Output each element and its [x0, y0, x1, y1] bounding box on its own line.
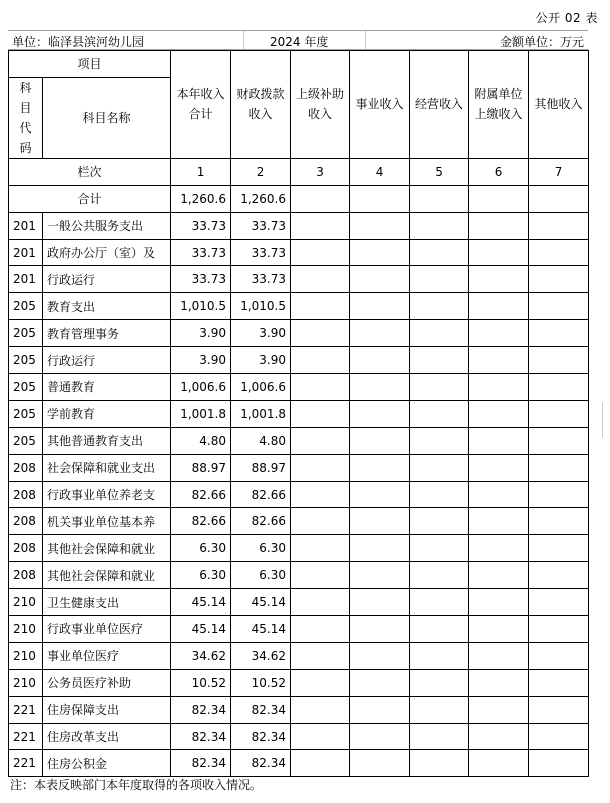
row-code: 210 — [9, 616, 43, 643]
header-col-1: 本年收入合计 — [171, 51, 231, 159]
row-name: 一般公共服务支出 — [43, 212, 171, 239]
row-col-2: 82.34 — [231, 696, 291, 723]
total-label: 合计 — [9, 185, 171, 212]
row-code: 205 — [9, 374, 43, 401]
row-code: 201 — [9, 266, 43, 293]
row-name: 机关事业单位基本养 — [43, 508, 171, 535]
empty-cell — [410, 535, 469, 562]
col-number: 7 — [529, 158, 589, 185]
empty-cell — [469, 669, 529, 696]
row-col-2: 6.30 — [231, 535, 291, 562]
row-name: 住房改革支出 — [43, 723, 171, 750]
row-code: 208 — [9, 535, 43, 562]
row-col-2: 1,001.8 — [231, 400, 291, 427]
row-col-2: 3.90 — [231, 320, 291, 347]
empty-cell — [291, 400, 350, 427]
empty-cell — [350, 696, 410, 723]
empty-cell — [410, 454, 469, 481]
header-code-char: 码 — [19, 140, 32, 155]
empty-cell — [469, 239, 529, 266]
empty-cell — [350, 347, 410, 374]
row-name: 行政事业单位养老支 — [43, 481, 171, 508]
row-col-2: 3.90 — [231, 347, 291, 374]
empty-cell — [350, 427, 410, 454]
row-code: 205 — [9, 427, 43, 454]
row-name: 住房公积金 — [43, 750, 171, 777]
row-col-2: 82.66 — [231, 481, 291, 508]
table-row — [9, 616, 589, 643]
empty-cell — [410, 212, 469, 239]
row-name: 行政运行 — [43, 266, 171, 293]
row-col-1: 1,006.6 — [171, 374, 231, 401]
empty-cell — [291, 212, 350, 239]
empty-cell — [529, 642, 589, 669]
empty-cell — [469, 696, 529, 723]
empty-cell — [291, 723, 350, 750]
row-code: 210 — [9, 669, 43, 696]
row-col-1: 82.66 — [171, 508, 231, 535]
row-col-2: 1,006.6 — [231, 374, 291, 401]
empty-cell — [350, 616, 410, 643]
empty-cell — [469, 562, 529, 589]
empty-cell — [529, 293, 589, 320]
empty-cell — [291, 535, 350, 562]
table-row — [9, 723, 589, 750]
empty-cell — [469, 347, 529, 374]
year-label: 2024 年度 — [270, 35, 329, 49]
empty-cell — [469, 750, 529, 777]
table-note: 注：本表反映部门本年度取得的各项收入情况。 — [10, 778, 263, 792]
empty-cell — [410, 427, 469, 454]
empty-cell — [469, 642, 529, 669]
row-col-1: 1,001.8 — [171, 400, 231, 427]
row-col-2: 1,010.5 — [231, 293, 291, 320]
header-code — [9, 77, 43, 158]
empty-cell — [410, 508, 469, 535]
empty-cell — [350, 374, 410, 401]
col-number: 4 — [350, 158, 410, 185]
empty-cell — [410, 320, 469, 347]
row-code: 221 — [9, 696, 43, 723]
row-code: 201 — [9, 212, 43, 239]
empty-cell — [529, 750, 589, 777]
row-col-1: 82.34 — [171, 723, 231, 750]
header-code-char: 代 — [19, 120, 32, 135]
header-col-5: 经营收入 — [410, 51, 469, 159]
header-name: 科目名称 — [43, 77, 171, 158]
row-col-1: 45.14 — [171, 589, 231, 616]
empty-cell — [410, 750, 469, 777]
empty-cell — [410, 696, 469, 723]
empty-cell — [291, 454, 350, 481]
empty-cell — [350, 642, 410, 669]
table-row — [9, 535, 589, 562]
empty-cell — [350, 185, 410, 212]
row-code: 205 — [9, 320, 43, 347]
header-col-4: 事业收入 — [350, 51, 410, 159]
form-number: 公开 02 表 — [535, 11, 598, 25]
empty-cell — [410, 481, 469, 508]
table-row — [9, 212, 589, 239]
table-row — [9, 481, 589, 508]
row-name: 事业单位医疗 — [43, 642, 171, 669]
row-name: 政府办公厅（室）及 — [43, 239, 171, 266]
row-code: 221 — [9, 750, 43, 777]
empty-cell — [291, 347, 350, 374]
row-code: 208 — [9, 508, 43, 535]
row-col-1: 33.73 — [171, 212, 231, 239]
empty-cell — [350, 320, 410, 347]
col-number: 6 — [469, 158, 529, 185]
row-name: 其他社会保障和就业 — [43, 535, 171, 562]
row-code: 221 — [9, 723, 43, 750]
table-row — [9, 642, 589, 669]
empty-cell — [529, 400, 589, 427]
empty-cell — [410, 293, 469, 320]
empty-cell — [291, 669, 350, 696]
empty-cell — [410, 723, 469, 750]
row-name: 其他普通教育支出 — [43, 427, 171, 454]
row-col-2: 4.80 — [231, 427, 291, 454]
col-number: 3 — [291, 158, 350, 185]
empty-cell — [350, 589, 410, 616]
empty-cell — [350, 239, 410, 266]
row-code: 210 — [9, 642, 43, 669]
empty-cell — [469, 723, 529, 750]
empty-cell — [350, 293, 410, 320]
row-name: 行政运行 — [43, 347, 171, 374]
row-col-1: 10.52 — [171, 669, 231, 696]
row-col-1: 1,010.5 — [171, 293, 231, 320]
empty-cell — [529, 374, 589, 401]
row-col-2: 33.73 — [231, 239, 291, 266]
empty-cell — [291, 508, 350, 535]
empty-cell — [529, 266, 589, 293]
table-row — [9, 669, 589, 696]
empty-cell — [350, 508, 410, 535]
col-number: 2 — [231, 158, 291, 185]
empty-cell — [410, 266, 469, 293]
empty-cell — [350, 669, 410, 696]
empty-cell — [469, 481, 529, 508]
empty-cell — [529, 212, 589, 239]
meta-bar — [8, 30, 588, 50]
row-col-2: 88.97 — [231, 454, 291, 481]
row-code: 205 — [9, 293, 43, 320]
empty-cell — [529, 508, 589, 535]
empty-cell — [291, 696, 350, 723]
empty-cell — [469, 454, 529, 481]
meta-divider — [243, 31, 244, 49]
row-col-2: 82.66 — [231, 508, 291, 535]
empty-cell — [529, 616, 589, 643]
income-table — [8, 50, 589, 777]
empty-cell — [469, 535, 529, 562]
row-code: 205 — [9, 400, 43, 427]
row-name: 教育支出 — [43, 293, 171, 320]
row-col-1: 6.30 — [171, 562, 231, 589]
table-row — [9, 266, 589, 293]
col-number-label: 栏次 — [9, 158, 171, 185]
row-name: 普通教育 — [43, 374, 171, 401]
empty-cell — [291, 750, 350, 777]
row-code: 201 — [9, 239, 43, 266]
row-name: 社会保障和就业支出 — [43, 454, 171, 481]
empty-cell — [410, 562, 469, 589]
empty-cell — [350, 212, 410, 239]
empty-cell — [529, 239, 589, 266]
row-col-1: 3.90 — [171, 347, 231, 374]
row-name: 卫生健康支出 — [43, 589, 171, 616]
empty-cell — [410, 589, 469, 616]
table-row — [9, 293, 589, 320]
empty-cell — [350, 481, 410, 508]
row-code: 208 — [9, 454, 43, 481]
empty-cell — [291, 239, 350, 266]
empty-cell — [410, 400, 469, 427]
header-col-6: 附属单位上缴收入 — [469, 51, 529, 159]
table-row — [9, 750, 589, 777]
empty-cell — [469, 508, 529, 535]
empty-cell — [469, 616, 529, 643]
empty-cell — [410, 616, 469, 643]
table-row — [9, 347, 589, 374]
empty-cell — [529, 481, 589, 508]
row-col-2: 45.14 — [231, 589, 291, 616]
table-row — [9, 239, 589, 266]
empty-cell — [529, 589, 589, 616]
empty-cell — [410, 374, 469, 401]
row-name: 公务员医疗补助 — [43, 669, 171, 696]
meta-divider — [365, 31, 366, 49]
empty-cell — [350, 266, 410, 293]
empty-cell — [350, 750, 410, 777]
row-col-2: 34.62 — [231, 642, 291, 669]
empty-cell — [529, 427, 589, 454]
empty-cell — [469, 320, 529, 347]
empty-cell — [529, 669, 589, 696]
empty-cell — [529, 347, 589, 374]
empty-cell — [350, 535, 410, 562]
empty-cell — [469, 427, 529, 454]
row-col-2: 6.30 — [231, 562, 291, 589]
empty-cell — [410, 239, 469, 266]
row-col-2: 45.14 — [231, 616, 291, 643]
table-row — [9, 374, 589, 401]
row-col-1: 82.34 — [171, 750, 231, 777]
table-row — [9, 427, 589, 454]
empty-cell — [291, 293, 350, 320]
empty-cell — [469, 400, 529, 427]
empty-cell — [529, 185, 589, 212]
header-item: 项目 — [9, 51, 171, 78]
row-col-1: 34.62 — [171, 642, 231, 669]
header-code-char: 目 — [19, 100, 32, 115]
empty-cell — [410, 185, 469, 212]
row-col-1: 6.30 — [171, 535, 231, 562]
empty-cell — [291, 266, 350, 293]
empty-cell — [410, 669, 469, 696]
table-row — [9, 400, 589, 427]
total-col-1: 1,260.6 — [171, 185, 231, 212]
row-name: 其他社会保障和就业 — [43, 562, 171, 589]
empty-cell — [291, 481, 350, 508]
row-col-1: 45.14 — [171, 616, 231, 643]
empty-cell — [410, 642, 469, 669]
total-row — [9, 185, 589, 212]
row-col-1: 82.66 — [171, 481, 231, 508]
empty-cell — [291, 642, 350, 669]
empty-cell — [469, 589, 529, 616]
row-col-1: 82.34 — [171, 696, 231, 723]
empty-cell — [350, 723, 410, 750]
row-col-2: 82.34 — [231, 723, 291, 750]
row-name: 住房保障支出 — [43, 696, 171, 723]
money-unit-label: 金额单位：万元 — [499, 35, 584, 49]
table-row — [9, 696, 589, 723]
row-col-1: 4.80 — [171, 427, 231, 454]
row-name: 学前教育 — [43, 400, 171, 427]
empty-cell — [350, 562, 410, 589]
row-name: 教育管理事务 — [43, 320, 171, 347]
empty-cell — [350, 454, 410, 481]
empty-cell — [291, 320, 350, 347]
table-row — [9, 508, 589, 535]
table-row — [9, 320, 589, 347]
header-code-char: 科 — [19, 80, 32, 95]
row-col-1: 33.73 — [171, 266, 231, 293]
empty-cell — [529, 696, 589, 723]
empty-cell — [410, 347, 469, 374]
empty-cell — [291, 185, 350, 212]
empty-cell — [291, 374, 350, 401]
total-col-2: 1,260.6 — [231, 185, 291, 212]
empty-cell — [291, 427, 350, 454]
empty-cell — [529, 320, 589, 347]
empty-cell — [469, 374, 529, 401]
header-col-7: 其他收入 — [529, 51, 589, 159]
table-row — [9, 589, 589, 616]
row-code: 205 — [9, 347, 43, 374]
row-code: 208 — [9, 562, 43, 589]
row-col-2: 33.73 — [231, 212, 291, 239]
row-col-2: 10.52 — [231, 669, 291, 696]
empty-cell — [291, 589, 350, 616]
row-col-1: 33.73 — [171, 239, 231, 266]
header-col-2: 财政拨款收入 — [231, 51, 291, 159]
empty-cell — [469, 266, 529, 293]
empty-cell — [291, 616, 350, 643]
empty-cell — [529, 454, 589, 481]
empty-cell — [350, 400, 410, 427]
row-col-1: 3.90 — [171, 320, 231, 347]
row-code: 208 — [9, 481, 43, 508]
header-col-3: 上级补助收入 — [291, 51, 350, 159]
empty-cell — [529, 562, 589, 589]
empty-cell — [469, 293, 529, 320]
unit-label: 单位：临泽县滨河幼儿园 — [12, 35, 145, 49]
empty-cell — [291, 562, 350, 589]
col-number: 1 — [171, 158, 231, 185]
row-col-1: 88.97 — [171, 454, 231, 481]
row-col-2: 82.34 — [231, 750, 291, 777]
row-col-2: 33.73 — [231, 266, 291, 293]
table-row — [9, 562, 589, 589]
side-mark — [602, 402, 606, 438]
empty-cell — [469, 212, 529, 239]
row-code: 210 — [9, 589, 43, 616]
table-row — [9, 454, 589, 481]
empty-cell — [529, 723, 589, 750]
empty-cell — [529, 535, 589, 562]
row-name: 行政事业单位医疗 — [43, 616, 171, 643]
empty-cell — [469, 185, 529, 212]
col-number: 5 — [410, 158, 469, 185]
